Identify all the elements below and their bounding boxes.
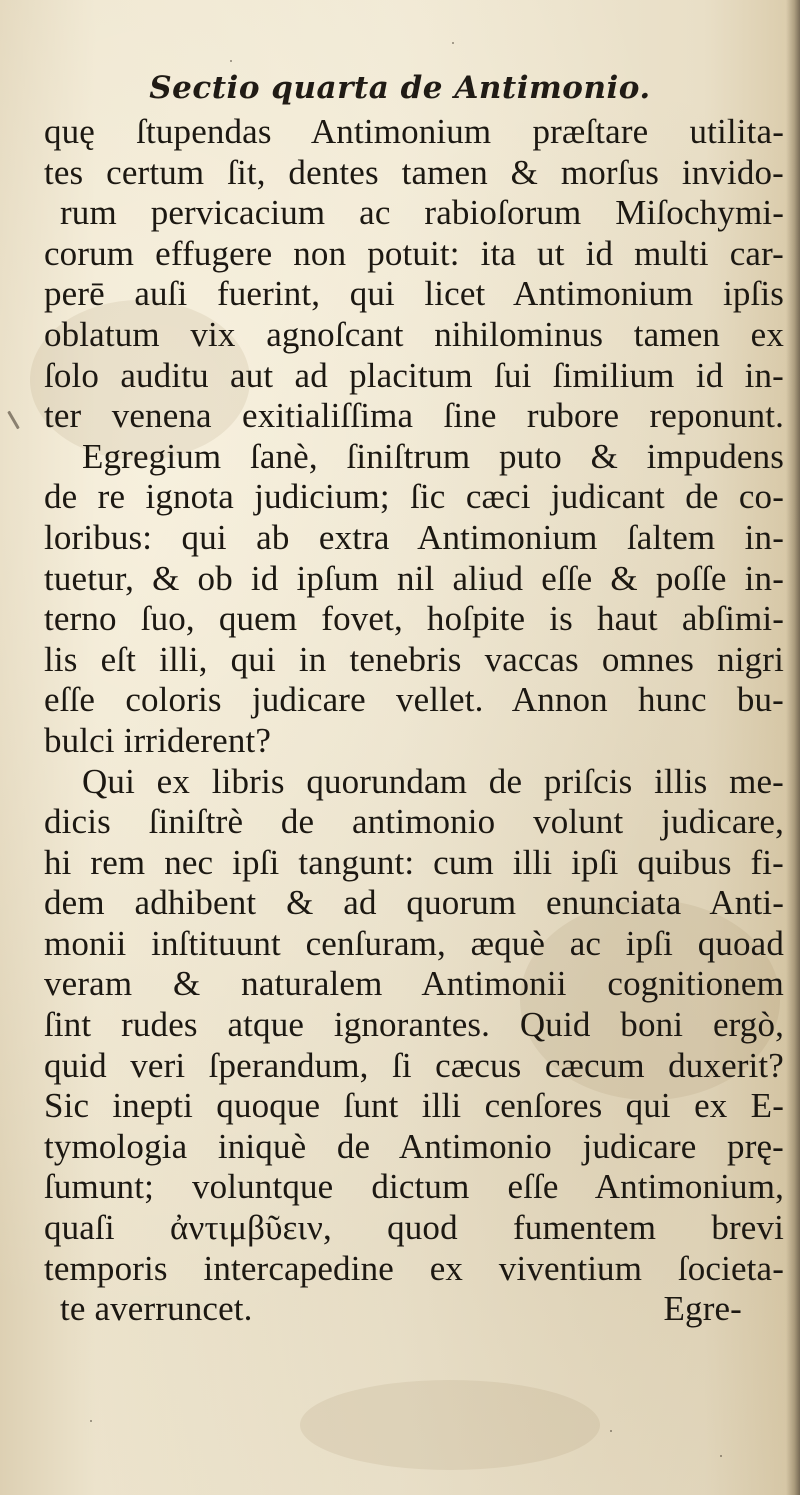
text-line: ter venena exitialiſſima ſine rubore reponunt.: [44, 396, 784, 436]
paper-stain: [300, 1380, 600, 1470]
text-line: bulci irriderent?: [44, 720, 272, 760]
text-line: oblatum vix agnoſcant nihilominus tamen ex: [44, 314, 784, 354]
text-line: te averruncet.: [60, 1289, 253, 1329]
text-line: tuetur, & ob id ipſum nil aliud eſſe & poſſe in-: [44, 558, 784, 598]
text-line: de re ignota judicium; ſic cæci judicant de co-: [44, 477, 784, 517]
text-line: dem adhibent & ad quorum enunciata Anti-: [44, 883, 784, 923]
text-line: perē auſi fuerint, qui licet Antimonium ipſis: [44, 274, 784, 314]
body-text: [44, 112, 784, 1330]
text-line: loribus: qui ab extra Antimonium ſaltem in-: [44, 517, 784, 557]
text-line: quid veri ſperandum, ſi cæcus cæcum duxerit?: [44, 1045, 784, 1085]
text-line: dicis ſiniſtrè de antimonio volunt judicare,: [44, 802, 784, 842]
text-line: rum pervicacium ac rabioſorum Miſochymi-: [60, 193, 784, 233]
text-line: Sic inepti quoque ſunt illi cenſores qui ex E-: [44, 1086, 784, 1126]
text-line: veram & naturalem Antimonii cognitionem: [44, 964, 784, 1004]
text-line: corum effugere non potuit: ita ut id multi car-: [44, 233, 784, 273]
text-line: quę ſtupendas Antimonium præſtare utilita-: [44, 112, 784, 151]
text-line: ſint rudes atque ignorantes. Quid boni ergò,: [44, 1005, 784, 1045]
text-line: hi rem nec ipſi tangunt: cum illi ipſi quibus fi-: [44, 842, 784, 882]
last-line-row: [44, 1289, 784, 1330]
text-line: ſumunt; voluntque dictum eſſe Antimonium,: [44, 1167, 784, 1207]
text-line: ſolo auditu aut ad placitum ſui ſimilium id in-: [44, 355, 784, 395]
text-line: tes certum ſit, dentes tamen & morſus invido-: [44, 152, 784, 192]
text-line: tymologia iniquè de Antimonio judicare prę-: [44, 1126, 784, 1166]
text-line: terno ſuo, quem fovet, hoſpite is haut abſimi-: [44, 599, 784, 639]
text-line: temporis intercapedine ex viventium ſocieta-: [44, 1248, 784, 1288]
catchword: Egre-: [663, 1289, 742, 1329]
page-gutter-shadow: [786, 0, 800, 1495]
text-line: lis eſt illi, qui in tenebris vaccas omnes nigri: [44, 639, 784, 679]
text-line: monii inſtituunt cenſuram, æquè ac ipſi quoad: [44, 923, 784, 963]
text-line: eſſe coloris judicare vellet. Annon hunc bu-: [44, 680, 784, 720]
running-head: Sectio quarta de Antimonio.: [149, 70, 651, 106]
paragraph-start-line: Qui ex libris quorundam de priſcis illis me-: [82, 761, 784, 801]
text-line: quaſi ἀντιμβῦειν, quod fumentem brevi: [44, 1208, 784, 1248]
paragraph-start-line: Egregium ſanè, ſiniſtrum puto & impudens: [82, 436, 784, 476]
